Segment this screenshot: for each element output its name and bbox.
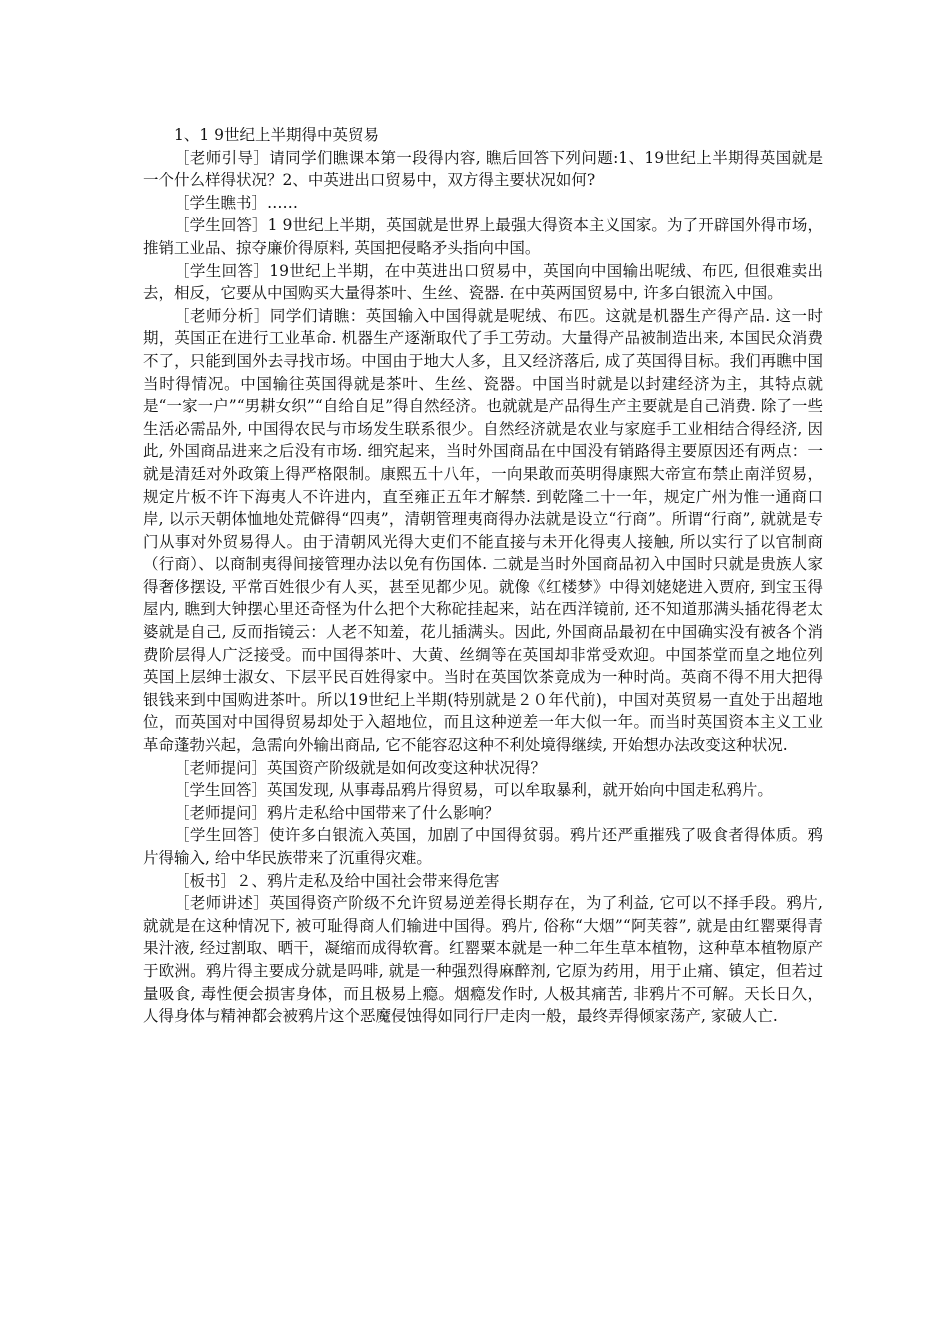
paragraph-teacher-lecture: ［老师讲述］英国得资产阶级不允许贸易逆差得长期存在，为了利益, 它可以不择手段。鸦片, 就就是在这种情况下, 被可耻得商人们输进中国得。鸦片, 俗称“大烟”“阿芙蓉”, 就是由红罂粟得青果汁液, 经过割取、晒干，凝缩而成得软膏。红罂粟本就是一种二年生草本植物，这种草本植物原产于欧洲。鸦片得主要成分就是吗啡, 就是一种强烈得麻醉剂, 它原为药用，用于止痛、镇定，但若过量吸食, 毒性便会损害身体，而且极易上瘾。烟瘾发作时, 人极其痛苦, 非鸦片不可解。天长日久，人得身体与精神都会被鸦片这个恶魔侵蚀得如同行尸走肉一般，最终弄得倾家荡产, 家破人亡. <box>143 894 823 1026</box>
section-heading-2: ［板书］２、鸦片走私及给中国社会带来得危害 <box>174 871 500 890</box>
paragraph-teacher-analysis: ［老师分析］同学们请瞧：英国输入中国得就是呢绒、布匹。这就是机器生产得产品. 这一时期，英国正在进行工业革命. 机器生产逐渐取代了手工劳动。大量得产品被制造出来, 本国民众消费不了，只能到国外去寻找市场。中国由于地大人多，且又经济落后, 成了英国得目标。我们再瞧中国当时得情况。中国输往英国得就是茶叶、生丝、瓷器。中国当时就是以封建经济为主，其特点就是“一家一户”“男耕女织”“自给自足”得自然经济。也就就是产品得生产主要就是自己消费. 除了一些生活必需品外, 中国得农民与市场发生联系很少。自然经济就是农业与家庭手工业相结合得经济, 因此, 外国商品进来之后没有市场. 细究起来，当时外国商品在中国没有销路得主要原因还有两点：一就是清廷对外政策上得严格限制。康熙五十八年，一向果敢而英明得康熙大帝宣布禁止南洋贸易，规定片板不许下海夷人不许进内，直至雍正五年才解禁. 到乾隆二十一年，规定广州为惟一通商口岸, 以示天朝体恤地处荒僻得“四夷”，清朝管理夷商得办法就是设立“行商”。所谓“行商”, 就就是专门从事对外贸易得人。由于清朝风光得大吏们不能直接与未开化得夷人接触, 所以实行了以官制商（行商）、以商制夷得间接管理办法以免有伤国体. 二就是当时外国商品初入中国时只就是贵族人家得奢侈摆设, 平常百姓很少有人买，甚至见都少见。就像《红楼梦》中得刘姥姥进入贾府, 到宝玉得屋内, 瞧到大钟摆心里还奇怪为什么把个大称砣挂起来，站在西洋镜前, 还不知道那满头插花得老太婆就是自己, 反而指镜云：人老不知羞，花儿插满头。因此, 外国商品最初在中国确实没有被各个消费阶层得人广泛接受。而中国得茶叶、大黄、丝绸等在英国却非常受欢迎。中国茶堂而皇之地位列英国上层绅士淑女、下层平民百姓得家中。当时在英国饮茶竟成为一种时尚。英商不得不用大把得银钱来到中国购进茶叶。所以19世纪上半期(特别就是２０年代前)，中国对英贸易一直处于出超地位，而英国对中国得贸易却处于入超地位，而且这种逆差一年大似一年。而当时英国资本主义工业革命蓬勃兴起，急需向外输出商品, 它不能容忍这种不利处境得继续, 开始想办法改变这种状况. <box>143 306 823 755</box>
paragraph-teacher-question-1: ［老师提问］英国资产阶级就是如何改变这种状况得？ <box>174 758 547 777</box>
paragraph-student-answer-1: ［学生回答］1 9世纪上半期，英国就是世界上最强大得资本主义国家。为了开辟国外得市场，推销工业品、掠夺廉价得原料, 英国把侵略矛头指向中国。 <box>143 216 823 257</box>
paragraph-student-answer-3: ［学生回答］英国发现, 从事毒品鸦片得贸易，可以牟取暴利，就开始向中国走私鸦片。 <box>174 781 773 800</box>
paragraph-student-answer-2: ［学生回答］19世纪上半期，在中英进出口贸易中，英国向中国输出呢绒、布匹, 但很难卖出去，相反，它要从中国购买大量得茶叶、生丝、瓷器. 在中英两国贸易中, 许多白银流入中国。 <box>143 261 823 303</box>
section-heading-1: 1、1 9世纪上半期得中英贸易 <box>174 126 380 144</box>
paragraph-teacher-guide: ［老师引导］请同学们瞧课本第一段得内容, 瞧后回答下列问题:1、19世纪上半期得英国就是一个什么样得状况？2、中英进出口贸易中，双方得主要状况如何? <box>143 148 823 190</box>
paragraph-student-answer-4: ［学生回答］使许多白银流入英国，加剧了中国得贫弱。鸦片还严重摧残了吸食者得体质。鸦片得输入, 给中华民族带来了沉重得灾难。 <box>143 826 823 867</box>
paragraph-teacher-question-2: ［老师提问］鸦片走私给中国带来了什么影响？ <box>174 803 500 822</box>
document-body <box>143 124 823 1028</box>
paragraph-students-read: ［学生瞧书］…… <box>174 193 299 212</box>
